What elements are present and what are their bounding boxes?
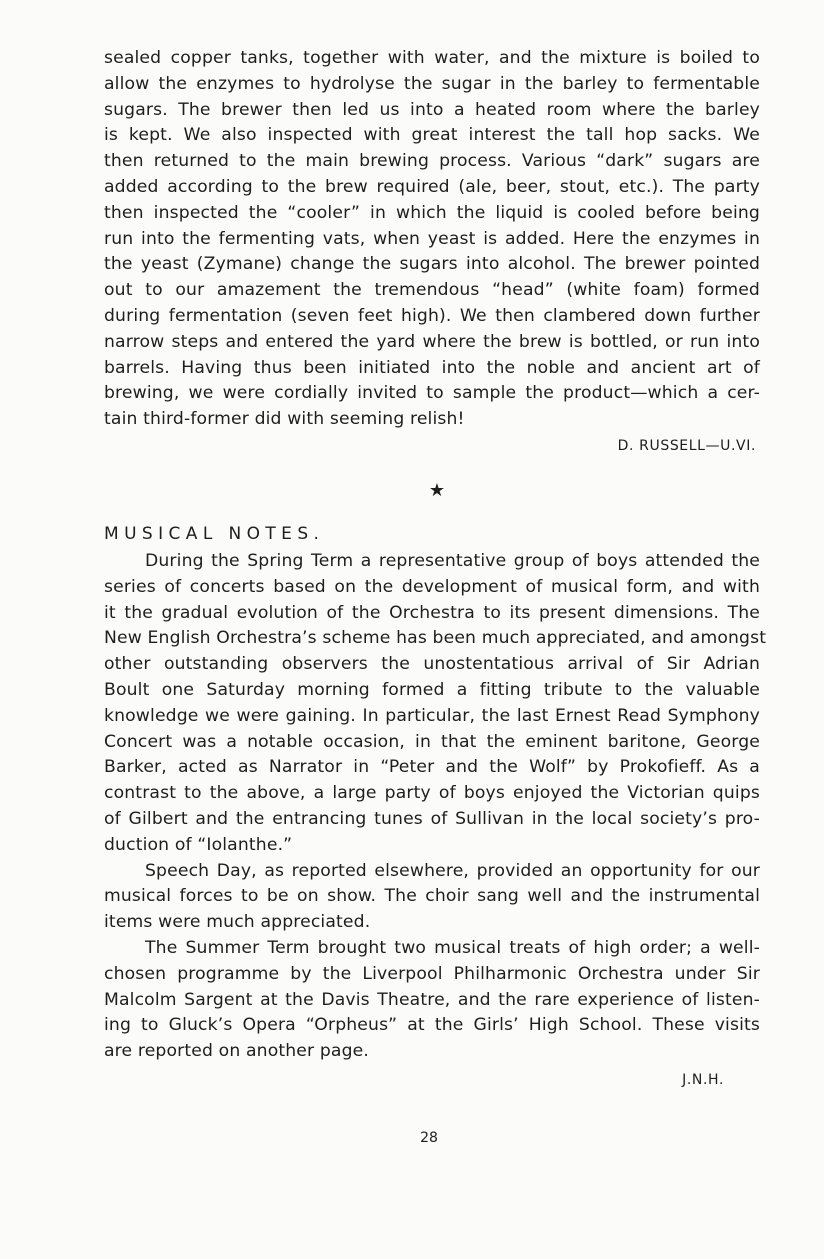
text-line: sealed copper tanks, together with water, and the mixture is boiled to <box>104 48 760 68</box>
text-line: Boult one Saturday morning formed a fitting tribute to the valuable <box>104 679 760 700</box>
text-line: New English Orchestra’s scheme has been much appreciated, and amongst <box>104 628 767 649</box>
text-column <box>104 46 767 1093</box>
paragraph <box>104 549 767 859</box>
author-initials: J.N.H. <box>682 1071 724 1088</box>
text-line: barrels. Having thus been initiated into the noble and ancient art of <box>104 357 760 378</box>
text-line: tain third-former did with seeming relish! <box>104 409 465 430</box>
text-line: musical forces to be on show. The choir sang well and the instrumental <box>104 886 760 907</box>
text-line: then inspected the “cooler” in which the liquid is cooled before being <box>104 202 760 223</box>
page-number: 28 <box>420 1130 438 1146</box>
text-line: allow the enzymes to hydrolyse the sugar in the barley to fermentable <box>104 73 760 94</box>
text-line: chosen programme by the Liverpool Philharmonic Orchestra under Sir <box>104 963 760 984</box>
text-line: duction of “Iolanthe.” <box>104 834 293 855</box>
text-line: added according to the brew required (ale, beer, stout, etc.). The party <box>104 176 760 197</box>
text-line: contrast to the above, a large party of boys enjoyed the Victorian quips <box>104 783 760 804</box>
text-line: Barker, acted as Narrator in “Peter and the Wolf” by Prokofieff. As a <box>104 757 760 778</box>
text-line: the yeast (Zymane) change the sugars into alcohol. The brewer pointed <box>104 254 760 275</box>
star-separator-icon: ★ <box>428 479 446 501</box>
text-line: During the Spring Term a representative group of boys attended the <box>145 550 760 571</box>
article-signature: D. RUSSELL—U.VI. <box>617 437 756 454</box>
text-line: it the gradual evolution of the Orchestra to its present dimensions. The <box>104 602 760 623</box>
text-line: series of concerts based on the development of musical form, and with <box>104 576 760 597</box>
text-line: other outstanding observers the unostentatious arrival of Sir Adrian <box>104 654 760 675</box>
text-line: Speech Day, as reported elsewhere, provided an opportunity for our <box>145 860 760 881</box>
text-line: narrow steps and entered the yard where the brew is bottled, or run into <box>104 331 760 352</box>
text-line: brewing, we were cordially invited to sample the product—which a cer- <box>104 383 760 404</box>
text-line: Malcolm Sargent at the Davis Theatre, and the rare experience of listen- <box>104 989 760 1010</box>
text-line: items were much appreciated. <box>104 912 371 933</box>
text-line: during fermentation (seven feet high). We then clambered down further <box>104 305 760 326</box>
text-line: then returned to the main brewing process. Various “dark” sugars are <box>104 151 760 172</box>
brewery-article <box>104 46 760 459</box>
text-line: are reported on another page. <box>104 1041 369 1062</box>
text-line: out to our amazement the tremendous “head” (white foam) formed <box>104 280 760 301</box>
musical-notes-section <box>104 521 767 1093</box>
paragraph <box>104 859 760 936</box>
text-line: Concert was a notable occasion, in that the eminent baritone, George <box>104 731 760 752</box>
text-line: of Gilbert and the entrancing tunes of Sullivan in the local society’s pro- <box>104 808 760 829</box>
text-line: ing to Gluck’s Opera “Orpheus” at the Girls’ High School. These visits <box>104 1015 760 1036</box>
section-heading: MUSICAL NOTES. <box>104 523 325 544</box>
text-line: is kept. We also inspected with great interest the tall hop sacks. We <box>104 125 760 146</box>
paragraph <box>104 936 760 1065</box>
text-line: sugars. The brewer then led us into a heated room where the barley <box>104 99 760 120</box>
text-line: The Summer Term brought two musical treats of high order; a well- <box>145 937 760 958</box>
text-line: run into the fermenting vats, when yeast is added. Here the enzymes in <box>104 228 760 249</box>
text-line: knowledge we were gaining. In particular, the last Ernest Read Symphony <box>104 705 760 726</box>
